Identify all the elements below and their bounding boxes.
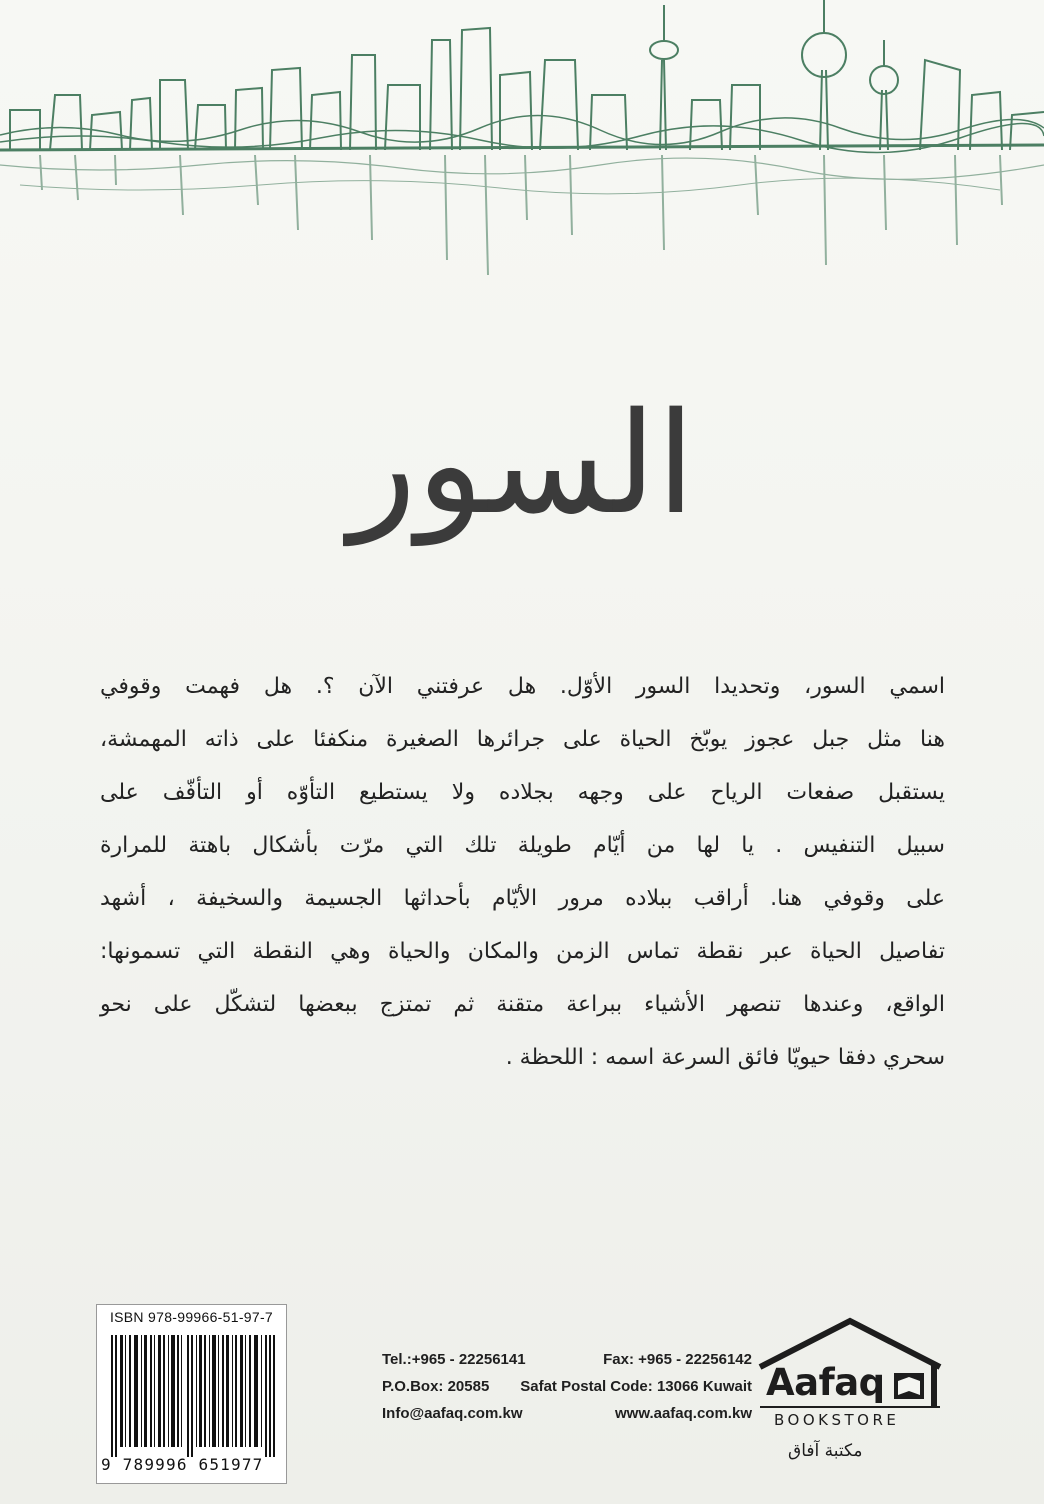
logo-arabic: مكتبة آفاق xyxy=(788,1441,863,1461)
contact-row-phone xyxy=(382,1346,752,1373)
blurb-line: تفاصيل الحياة عبر نقطة تماس الزمن والمكان والحياة وهي النقطة التي تسمونها: xyxy=(100,939,945,964)
barcode-icon xyxy=(111,1335,276,1457)
publisher-logo xyxy=(758,1315,943,1485)
postal-code: Safat Postal Code: 13066 Kuwait xyxy=(520,1378,752,1395)
isbn-label: ISBN 978-99966-51-97-7 xyxy=(109,1309,274,1325)
city-skyline-sketch xyxy=(0,0,1044,300)
blurb-line: يستقبل صفعات الرياح على وجهه بجلاده ولا يستطيع التأوّه أو التأفّف على xyxy=(100,780,945,805)
blurb-line: على وقوفي هنا. أراقب ببلاده مرور الأيّام بأحداثها الجسيمة والسخيفة ، أشهد xyxy=(100,886,945,911)
po-box: P.O.Box: 20585 xyxy=(382,1378,490,1395)
logo-subtitle: BOOKSTORE xyxy=(774,1411,900,1429)
fax: Fax: +965 - 22256142 xyxy=(603,1351,752,1368)
contact-row-address xyxy=(382,1373,752,1400)
blurb-line: سحري دفقا حيويّا فائق السرعة اسمه : اللحظة . xyxy=(505,1045,945,1070)
blurb-text xyxy=(100,660,945,1084)
isbn-barcode-box xyxy=(96,1304,287,1484)
website: www.aafaq.com.kw xyxy=(615,1405,752,1422)
blurb-line: هنا مثل جبل عجوز يوبّخ الحياة على جرائرها الصغيرة منكفئا على ذاته المهمشة، xyxy=(100,727,945,752)
book-title: السور xyxy=(348,383,696,546)
contact-row-web xyxy=(382,1400,752,1427)
blurb-line: الواقع، وعندها تنصهر الأشياء ببراعة متقنة ثم تمتزج ببعضها لتشكّل على نحو xyxy=(100,992,945,1017)
barcode-digits: 9 789996 651977 xyxy=(101,1455,264,1474)
blurb-line: سبيل التنفيس . يا لها من أيّام طويلة تلك التي مرّت بأشكال باهتة للمرارة xyxy=(100,833,945,858)
blurb-line: اسمي السور، وتحديدا السور الأوّل. هل عرفتني الآن ؟. هل فهمت وقوفي xyxy=(100,674,945,699)
logo-name: Aafaq xyxy=(766,1361,885,1404)
tel: Tel.:+965 - 22256141 xyxy=(382,1351,526,1368)
publisher-contact xyxy=(382,1346,752,1427)
email: Info@aafaq.com.kw xyxy=(382,1405,523,1422)
